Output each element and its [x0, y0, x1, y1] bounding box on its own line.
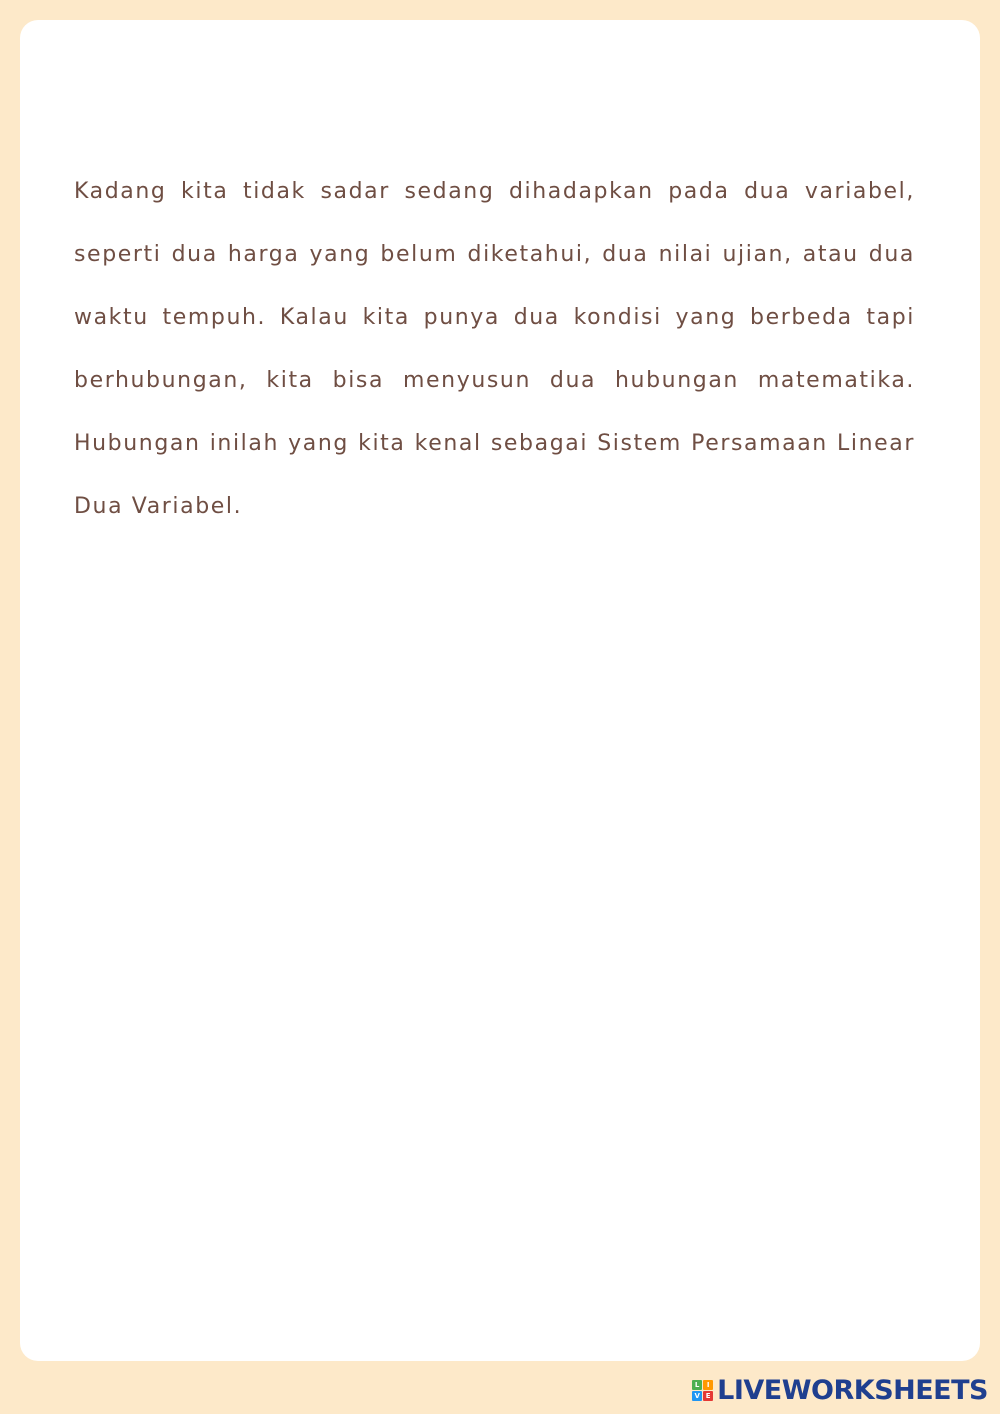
liveworksheets-branding — [692, 1374, 988, 1406]
worksheet-page — [20, 20, 980, 1361]
body-paragraph: Kadang kita tidak sadar sedang dihadapkan pada dua variabel, seperti dua harga yang belum diketahui, dua nilai ujian, atau dua waktu tempuh. Kalau kita punya dua kondisi yang berbeda tapi berhubungan, kita bisa menyusun dua hubungan matematika. Hubungan inilah yang kita kenal sebagai Sistem Persamaan Linear Dua Variabel. — [74, 179, 915, 519]
logo-letter: V — [692, 1391, 702, 1401]
logo-letter: I — [703, 1380, 713, 1390]
liveworksheets-logo-icon — [692, 1380, 713, 1401]
brand-name: LIVEWORKSHEETS — [717, 1374, 988, 1406]
logo-letter: L — [692, 1380, 702, 1390]
logo-letter: E — [703, 1391, 713, 1401]
